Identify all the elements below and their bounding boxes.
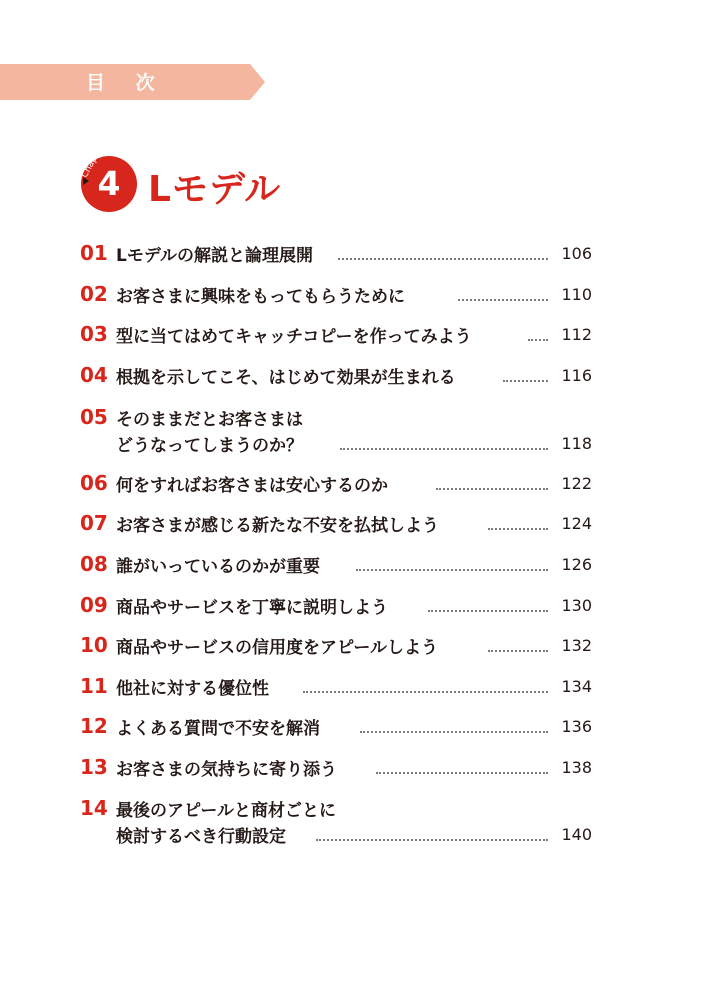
toc-item-title-line2: 検討するべき行動設定 <box>116 827 286 847</box>
toc-item <box>80 277 592 317</box>
toc-item-title: 商品やサービスの信用度をアピールしよう <box>116 638 438 658</box>
toc-item-number: 04 <box>80 363 108 387</box>
toc-item <box>80 317 592 357</box>
toc-leader-dots <box>338 258 548 260</box>
toc-leader-dots <box>316 839 548 841</box>
toc-item-page: 126 <box>561 555 592 574</box>
toc-leader-dots <box>376 772 548 774</box>
toc-item-number: 14 <box>80 796 108 820</box>
toc-item-title-line2: どうなってしまうのか？ <box>116 436 303 456</box>
toc-leader-dots <box>428 610 548 612</box>
toc-item-number: 06 <box>80 471 108 495</box>
toc-item-page: 130 <box>561 596 592 615</box>
toc-item-page: 118 <box>561 434 592 453</box>
toc-leader-dots <box>356 569 548 571</box>
toc-leader-dots <box>503 380 548 382</box>
chapter-badge <box>80 143 138 213</box>
toc-item <box>80 358 592 398</box>
toc-item <box>80 791 592 861</box>
toc-leader-dots <box>528 339 548 341</box>
chapter-title: Lモデル <box>148 169 282 210</box>
toc-item-title: 最後のアピールと商材ごとに <box>116 801 336 821</box>
toc-item-title: 型に当てはめてキャッチコピーを作ってみよう <box>116 327 472 347</box>
toc-item <box>80 506 592 546</box>
toc-item-title: 他社に対する優位性 <box>116 679 269 699</box>
toc-leader-dots <box>340 448 548 450</box>
toc-header-label: 目 次 <box>86 72 167 94</box>
toc-leader-dots <box>360 731 548 733</box>
toc-item-title: 誰がいっているのかが重要 <box>116 557 320 577</box>
toc-item-page: 132 <box>561 636 592 655</box>
toc-item-number: 01 <box>80 241 108 265</box>
toc-leader-dots <box>458 299 548 301</box>
toc-leader-dots <box>436 488 548 490</box>
toc-item-page: 124 <box>561 514 592 533</box>
toc-item <box>80 236 592 276</box>
toc-item-number: 09 <box>80 593 108 617</box>
toc-item-number: 11 <box>80 674 108 698</box>
toc-item <box>80 750 592 790</box>
toc-item-page: 106 <box>561 244 592 263</box>
toc-item <box>80 400 592 465</box>
toc-item-title: Lモデルの解説と論理展開 <box>116 246 313 266</box>
toc-leader-dots <box>488 528 548 530</box>
toc-item-page: 140 <box>561 825 592 844</box>
toc-item-title: お客さまに興味をもってもらうために <box>116 287 405 307</box>
toc-item-number: 10 <box>80 633 108 657</box>
toc-leader-dots <box>303 691 548 693</box>
toc-item <box>80 628 592 668</box>
toc-item <box>80 669 592 709</box>
toc-item-number: 07 <box>80 511 108 535</box>
toc-leader-dots <box>488 650 548 652</box>
toc-item-number: 03 <box>80 322 108 346</box>
toc-item-title: そのままだとお客さまは <box>116 410 303 430</box>
chapter-number: 4 <box>97 164 121 203</box>
toc-item-number: 08 <box>80 552 108 576</box>
toc-item-page: 134 <box>561 677 592 696</box>
toc-item-page: 116 <box>561 366 592 385</box>
toc-item-page: 138 <box>561 758 592 777</box>
toc-item-title: お客さまの気持ちに寄り添う <box>116 760 337 780</box>
toc-item <box>80 466 592 506</box>
toc-item-page: 110 <box>561 285 592 304</box>
toc-item-number: 02 <box>80 282 108 306</box>
toc-item <box>80 588 592 628</box>
chapter-word: Chapter <box>80 143 106 180</box>
toc-item-title: 商品やサービスを丁寧に説明しよう <box>116 598 388 618</box>
toc-item-number: 12 <box>80 714 108 738</box>
toc-item <box>80 547 592 587</box>
toc-item-title: よくある質問で不安を解消 <box>116 719 320 739</box>
toc-header-banner <box>0 64 265 100</box>
toc-item-title: 根拠を示してこそ、はじめて効果が生まれる <box>116 368 456 388</box>
toc-item-page: 112 <box>561 325 592 344</box>
toc-item-page: 122 <box>561 474 592 493</box>
toc-item <box>80 709 592 749</box>
toc-item-title: 何をすればお客さまは安心するのか <box>116 476 388 496</box>
toc-item-title: お客さまが感じる新たな不安を払拭しよう <box>116 516 439 536</box>
toc-item-number: 13 <box>80 755 108 779</box>
toc-item-page: 136 <box>561 717 592 736</box>
toc-item-number: 05 <box>80 405 108 429</box>
